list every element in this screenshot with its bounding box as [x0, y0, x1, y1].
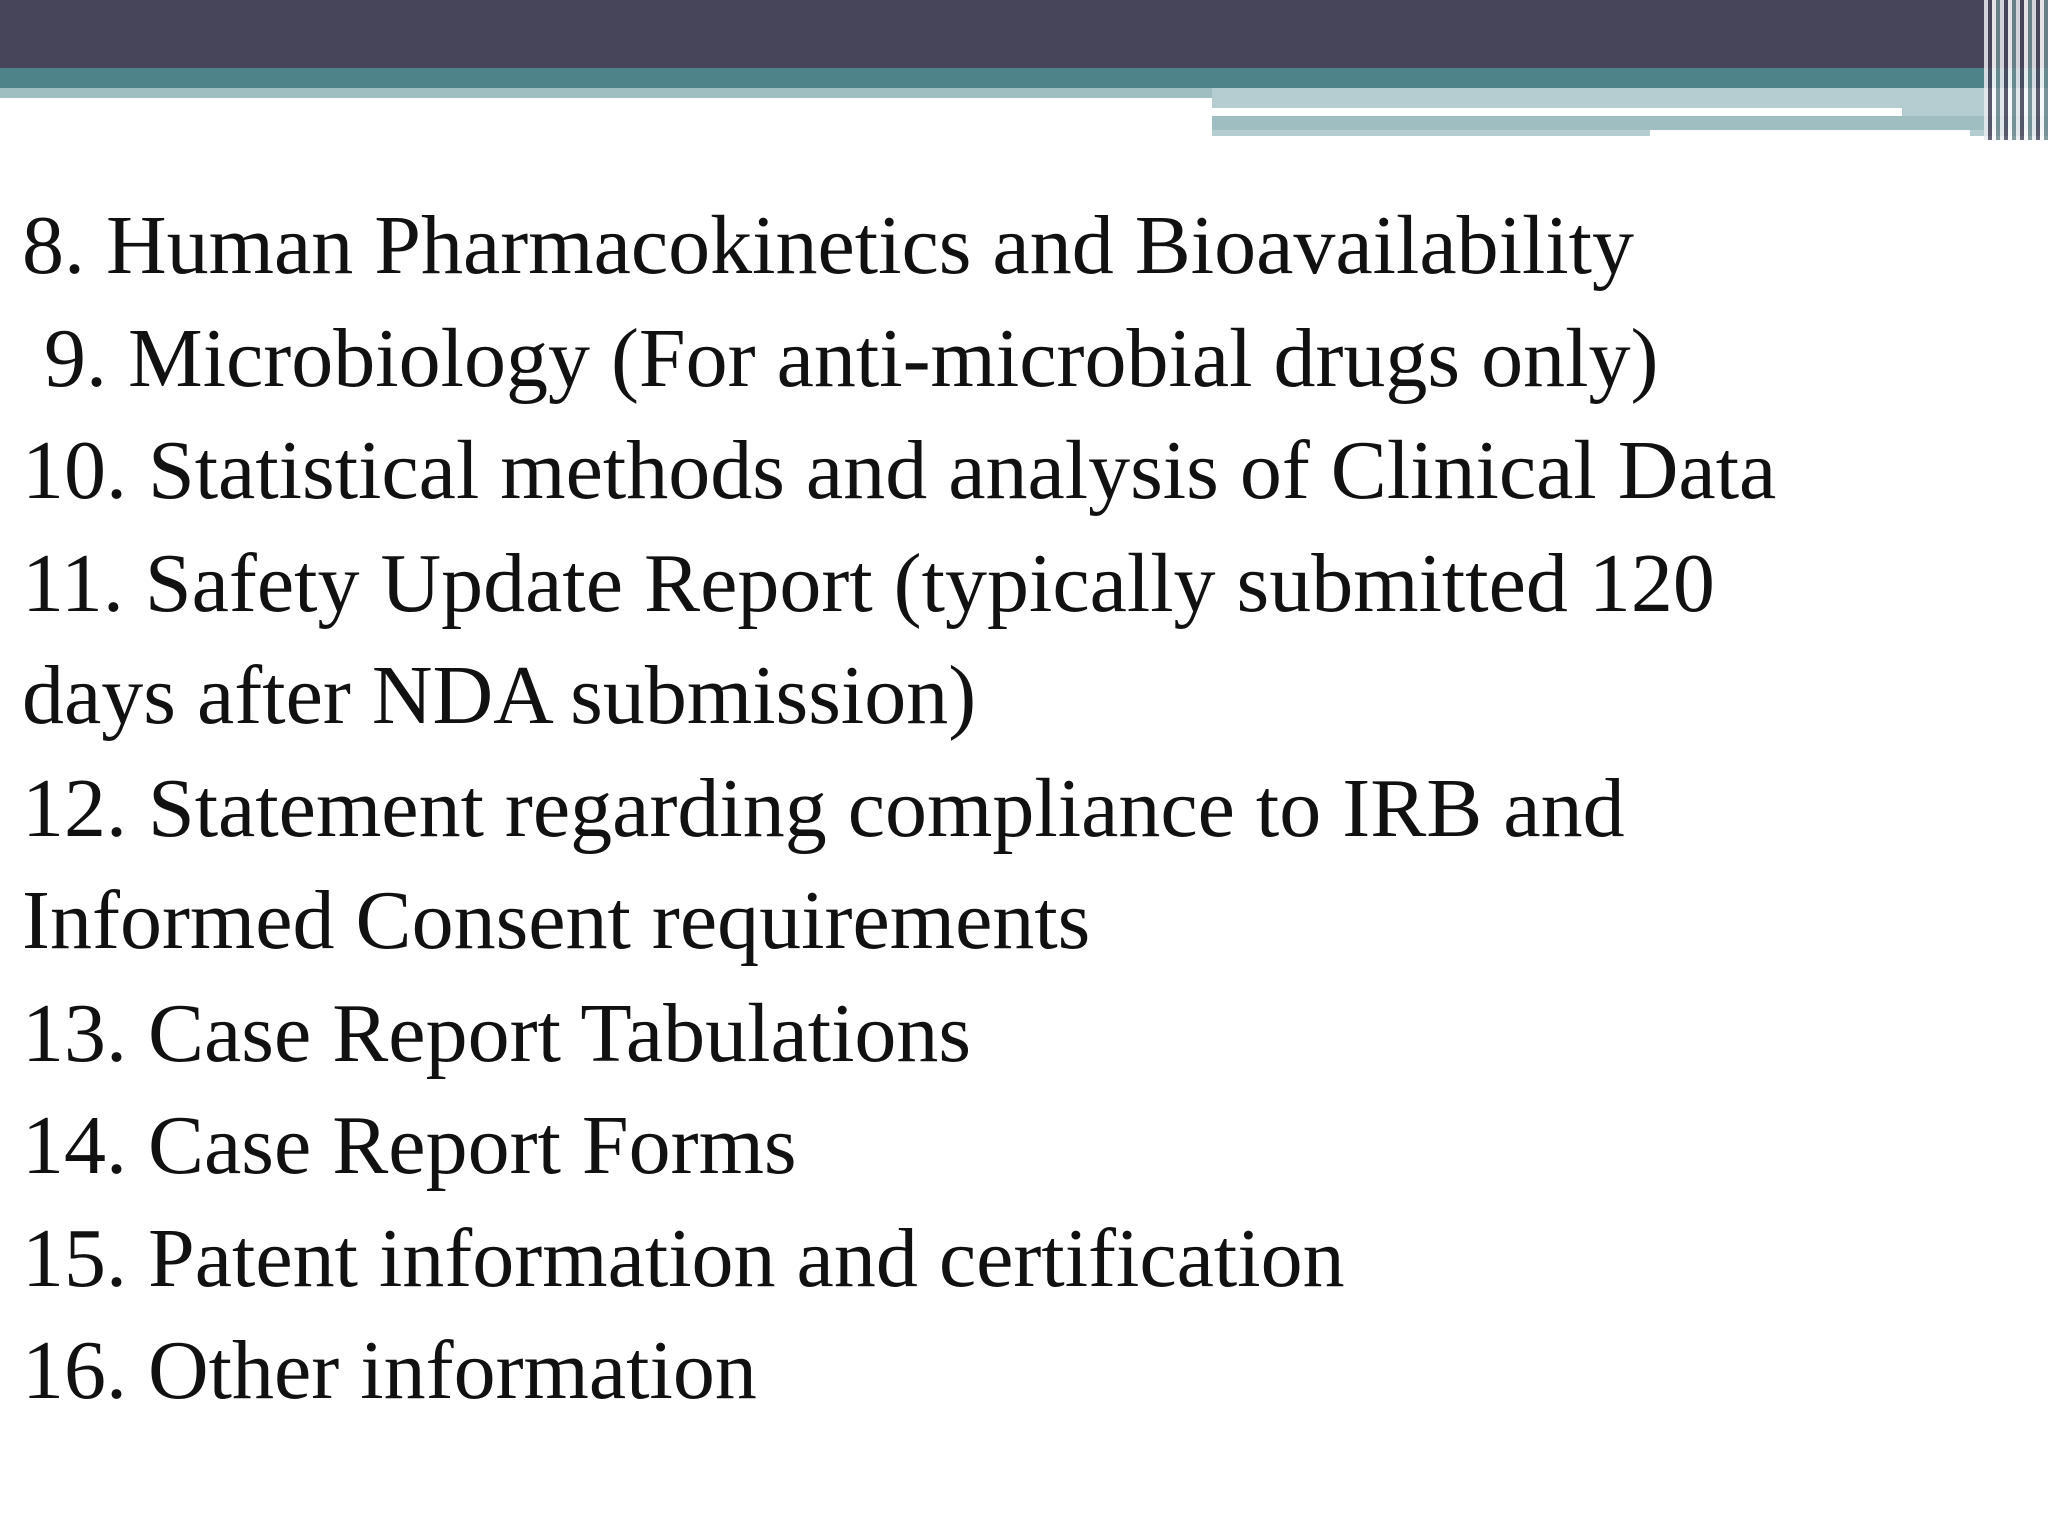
list-item: 16. Other information	[22, 1324, 757, 1417]
list-item: 9. Microbiology (For anti-microbial drugs only)	[44, 311, 1659, 405]
list-item: 13. Case Report Tabulations	[22, 986, 972, 1080]
header-accent-line-short	[1650, 130, 1970, 136]
header-band-teal-light	[0, 88, 1212, 98]
list-item: 12. Statement regarding compliance to IRB and	[22, 761, 1625, 855]
header-band-teal	[0, 68, 2048, 88]
list-item: 10. Statistical methods and analysis of Clinical Data	[22, 424, 1777, 517]
list-item-continuation: Informed Consent requirements	[22, 874, 1091, 967]
list-item: 14. Case Report Forms	[22, 1099, 797, 1192]
list-item: 15. Patent information and certification	[22, 1211, 1345, 1305]
header-band-step-under	[1212, 116, 2048, 130]
edge-stripes	[1984, 0, 2048, 140]
list-item: 8. Human Pharmacokinetics and Bioavailability	[22, 199, 1634, 292]
list-item: 11. Safety Update Report (typically submitted 120	[22, 536, 1715, 630]
slide-body	[22, 190, 2012, 1428]
list-item-continuation: days after NDA submission)	[22, 649, 977, 742]
header-band-dark	[0, 0, 2048, 68]
header-accent-line	[1212, 108, 1902, 116]
